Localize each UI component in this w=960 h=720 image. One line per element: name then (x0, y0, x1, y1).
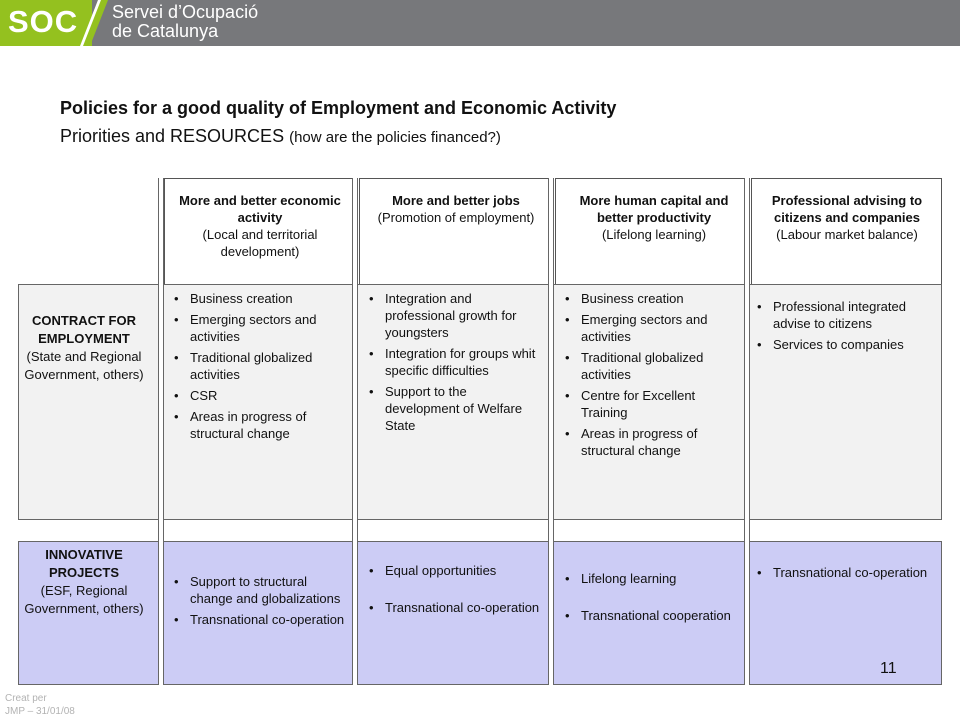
page-title: Policies for a good quality of Employment and Economic Activity (60, 98, 617, 118)
cell-innovative-4 (755, 564, 933, 585)
list-item: • Transnational co-operation (755, 564, 933, 581)
row-title: CONTRACT FOR EMPLOYMENT (32, 313, 136, 346)
column-header-3 (565, 192, 743, 243)
list-item: • Services to companies (755, 336, 933, 353)
row-subtitle: (State and Regional Government, others) (24, 349, 144, 382)
column-subtitle: (Promotion of employment) (377, 210, 535, 225)
subtitle-main: Priorities and RESOURCES (60, 126, 285, 146)
row-label-innovative (22, 546, 146, 618)
soc-logo (0, 0, 92, 46)
column-divider-3 (744, 178, 750, 685)
column-title: Professional advising to citizens and companies (771, 193, 923, 225)
row-subtitle: (ESF, Regional Government, others) (24, 583, 144, 616)
column-header-2 (365, 192, 547, 226)
list-item: • CSR (172, 387, 348, 404)
subtitle-note: (how are the policies financed?) (289, 129, 501, 146)
cell-contract-4 (755, 298, 933, 357)
list-item: • Transnational co-operation (367, 599, 543, 616)
org-name-line2: de Catalunya (112, 21, 219, 41)
column-subtitle: (Lifelong learning) (601, 227, 707, 242)
list-item: • Traditional globalized activities (172, 349, 348, 383)
logo-slash-icon (80, 0, 110, 46)
row-gap (18, 520, 942, 541)
column-title: More human capital and better productivity (579, 193, 729, 225)
cell-innovative-1 (172, 573, 348, 632)
list-item: • Traditional globalized activities (563, 349, 739, 383)
list-item: • Emerging sectors and activities (172, 311, 348, 345)
cell-contract-1 (172, 290, 348, 446)
org-name (112, 3, 258, 41)
org-name-line1: Servei d’Ocupació (112, 2, 259, 22)
column-divider-2 (548, 178, 554, 685)
row-title: INNOVATIVE PROJECTS (45, 547, 123, 580)
page-subtitle (60, 126, 501, 147)
list-item: • Business creation (563, 290, 739, 307)
list-item: • Transnational cooperation (563, 607, 739, 624)
cell-contract-3 (563, 290, 739, 463)
column-subtitle: (Labour market balance) (776, 227, 918, 242)
list-item: • Business creation (172, 290, 348, 307)
cell-contract-2 (367, 290, 543, 438)
column-title: More and better economic activity (179, 193, 341, 225)
column-divider-0 (158, 178, 164, 685)
cell-innovative-3 (563, 570, 739, 628)
list-item: • Integration and professional growth for youngsters (367, 290, 543, 341)
list-item: • Support to structural change and globalizations (172, 573, 348, 607)
footer-line2: JMP – 31/01/08 (5, 706, 75, 717)
column-header-4 (758, 192, 936, 243)
column-divider-1 (352, 178, 358, 685)
list-item: • Areas in progress of structural change (172, 408, 348, 442)
footer-credit (5, 692, 75, 718)
list-item: • Transnational co-operation (172, 611, 348, 628)
footer-line1: Creat per (5, 693, 47, 704)
logo-text: SOC (8, 4, 79, 39)
column-subtitle: (Local and territorial development) (202, 227, 318, 259)
list-item: • Equal opportunities (367, 562, 543, 579)
row-label-contract (22, 312, 146, 384)
list-item: • Centre for Excellent Training (563, 387, 739, 421)
list-item: • Emerging sectors and activities (563, 311, 739, 345)
list-item: • Professional integrated advise to citizens (755, 298, 933, 332)
column-title: More and better jobs (392, 193, 520, 208)
page-number: 11 (880, 660, 897, 677)
list-item: • Areas in progress of structural change (563, 425, 739, 459)
list-item: • Lifelong learning (563, 570, 739, 587)
list-item: • Support to the development of Welfare State (367, 383, 543, 434)
column-header-1 (170, 192, 350, 260)
cell-innovative-2 (367, 562, 543, 620)
list-item: • Integration for groups whit specific difficulties (367, 345, 543, 379)
